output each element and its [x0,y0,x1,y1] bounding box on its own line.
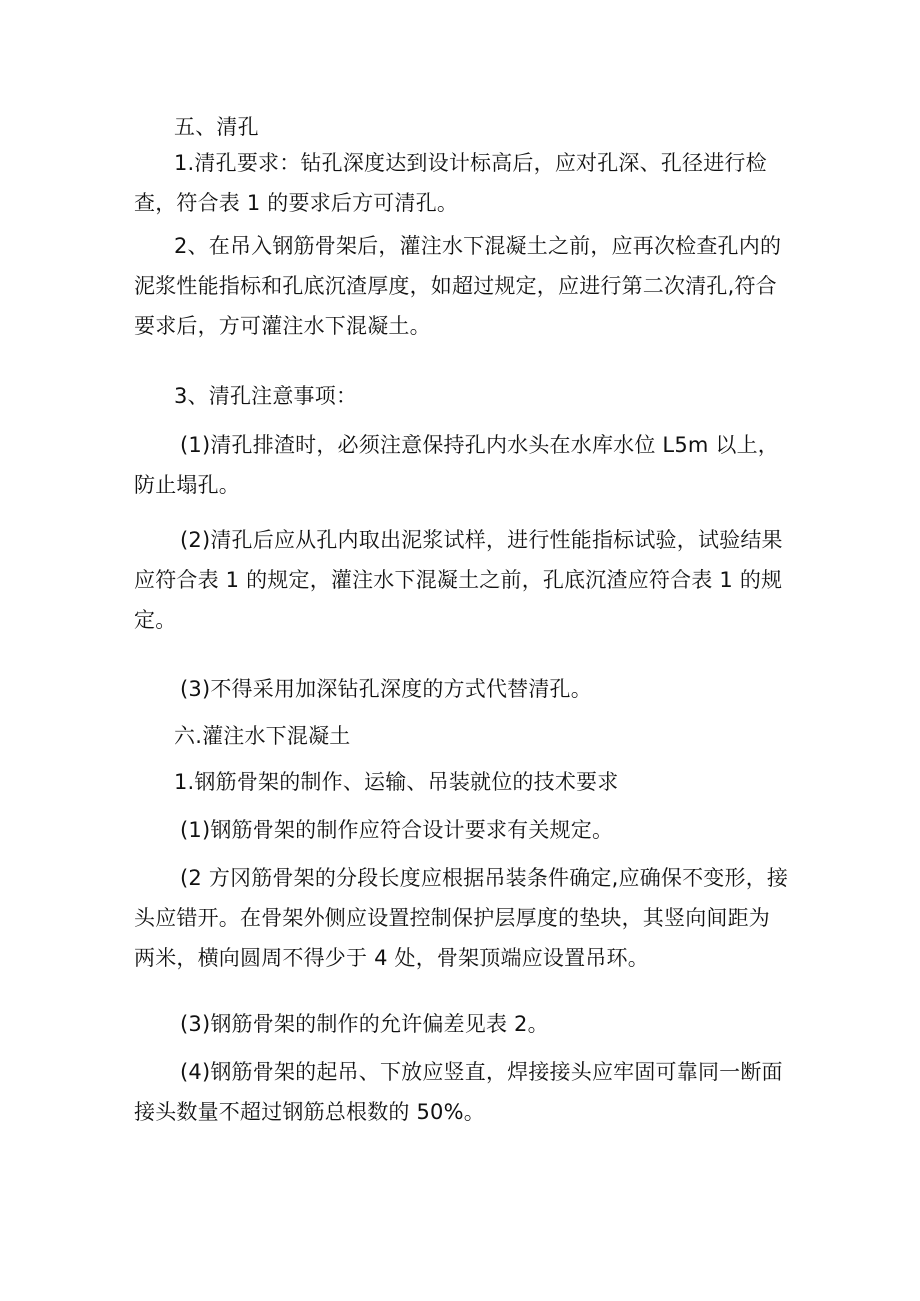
text-line: 应符合表 1 的规定，灌注水下混凝土之前，孔底沉渣应符合表 1 的规 [134,568,783,592]
paragraph-7 [134,762,796,802]
paragraph-9 [134,858,796,978]
text-line: 定。 [134,608,177,632]
paragraph-10 [134,1004,796,1044]
text-line: (1)钢筋骨架的制作应符合设计要求有关规定。 [180,818,614,842]
section-heading-5 [134,107,796,147]
text-line: (3)钢筋骨架的制作的允许偏差见表 2。 [180,1012,549,1036]
text-line: 接头数量不超过钢筋总根数的 50%。 [134,1100,485,1124]
paragraph-4 [134,425,796,505]
paragraph-3 [134,376,796,416]
text-line: (2)清孔后应从孔内取出泥浆试样，进行性能指标试验，试验结果 [180,528,783,552]
paragraph-2 [134,226,796,346]
text-line: (4)钢筋骨架的起吊、下放应竖直，焊接接头应牢固可靠同一断面 [180,1060,783,1084]
paragraph-6 [134,669,796,709]
text-line: 泥浆性能指标和孔底沉渣厚度，如超过规定，应进行第二次清孔,符合 [134,274,777,298]
text-line: 查，符合表 1 的要求后方可清孔。 [134,191,459,215]
text-line: 头应错开。在骨架外侧应设置控制保护层厚度的垫块，其竖向间距为 [134,906,770,930]
paragraph-5 [134,520,796,640]
text-line: 3、清孔注意事项： [174,384,358,408]
text-line: (3)不得采用加深钻孔深度的方式代替清孔。 [180,677,592,701]
text-line: (2 方冈筋骨架的分段长度应根据吊装条件确定,应确保不变形，接 [180,866,789,890]
paragraph-1 [134,143,796,223]
text-line: 五、清孔 [174,115,259,139]
section-heading-6 [134,716,796,756]
text-line: 1.清孔要求：钻孔深度达到设计标高后，应对孔深、孔径进行检 [174,151,767,175]
text-line: 要求后，方可灌注水下混凝土。 [134,314,431,338]
text-line: 六.灌注水下混凝土 [174,724,351,748]
text-line: 防止塌孔。 [134,473,240,497]
paragraph-11 [134,1052,796,1132]
text-line: (1)清孔排渣时，必须注意保持孔内水头在水库水位 L5m 以上， [180,433,780,457]
text-line: 1.钢筋骨架的制作、运输、吊装就位的技术要求 [174,770,619,794]
text-line: 2、在吊入钢筋骨架后，灌注水下混凝土之前，应再次检查孔内的 [174,234,782,258]
paragraph-8 [134,810,796,850]
text-line: 两米，横向圆周不得少于 4 处，骨架顶端应设置吊环。 [134,946,649,970]
